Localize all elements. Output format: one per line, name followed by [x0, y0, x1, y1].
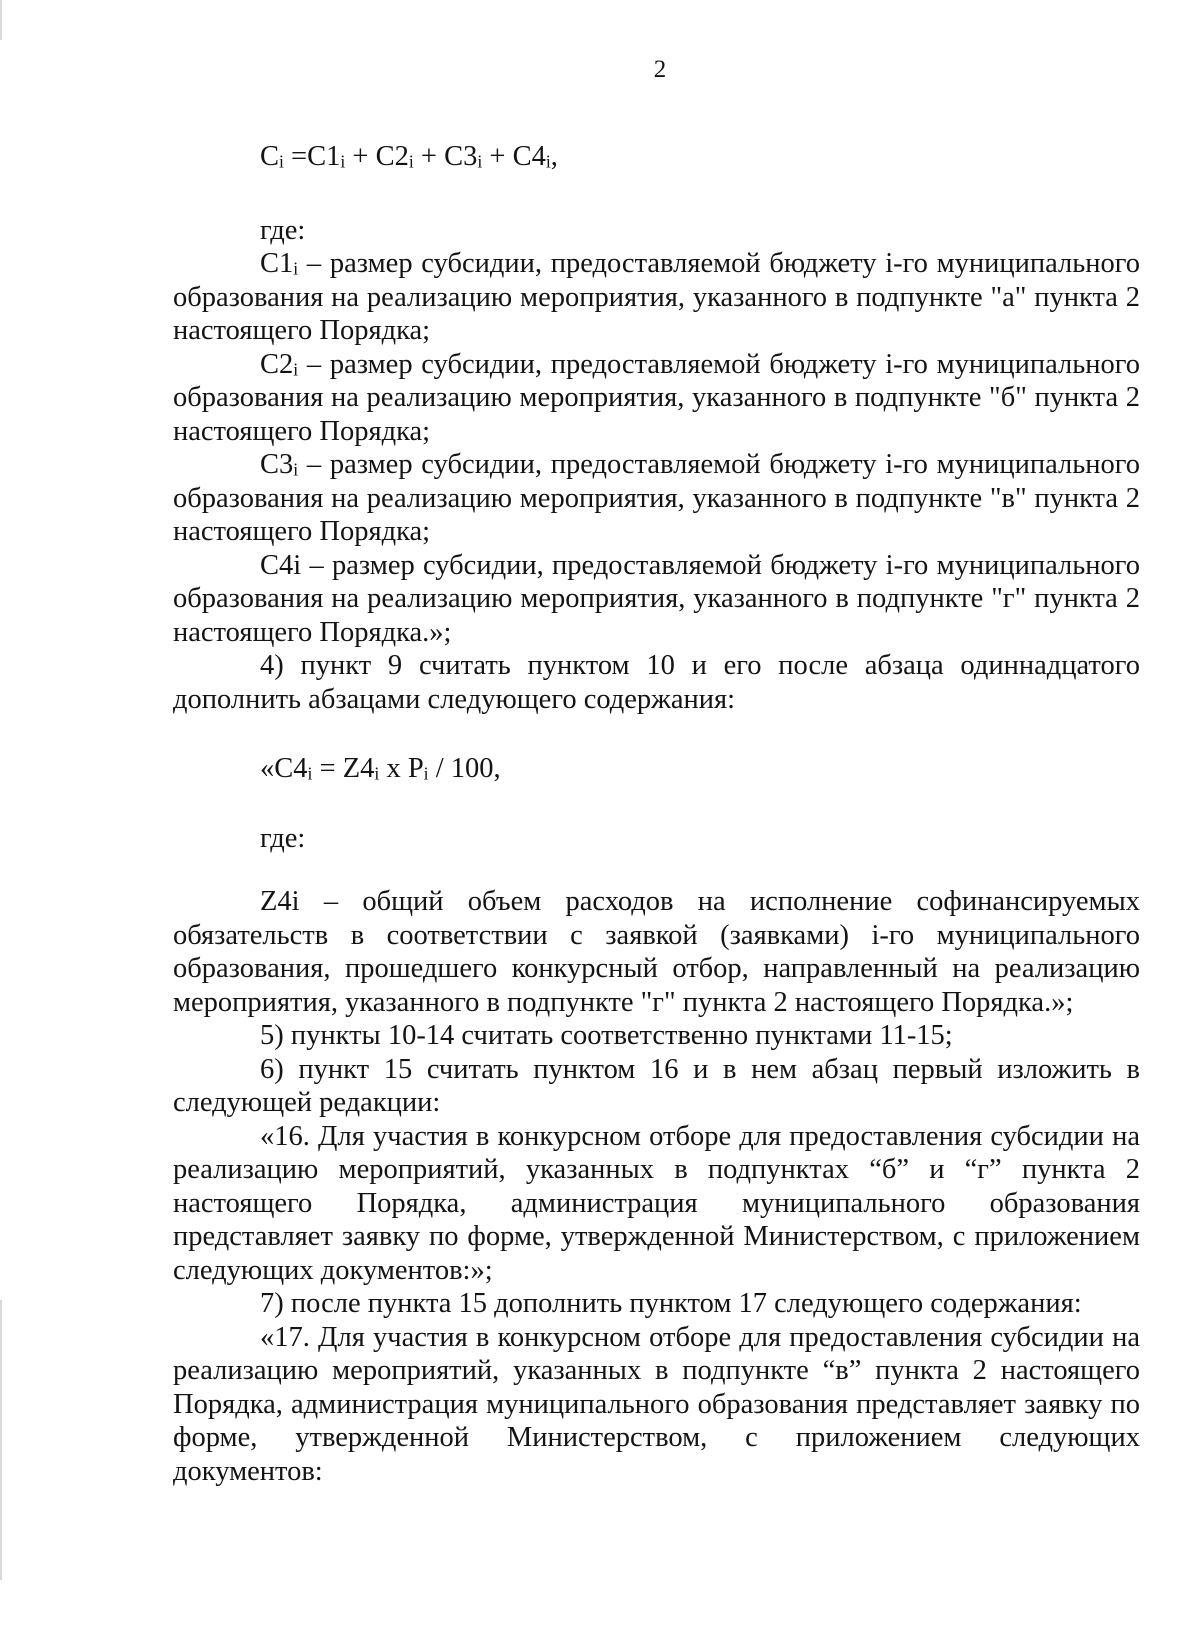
where-label: где: [260, 214, 306, 246]
where-label-2: где: [260, 822, 306, 854]
item-5: 5) пункты 10-14 считать соответственно пунктами 11-15; [260, 1020, 953, 1051]
point-16: «16. Для участия в конкурсном отборе для предоставления субсидии на реализацию мероприятий, указанных в подпунктах “б” и “г” пункта 2 настоящего Порядка, администрация муниципального образования представляет заявку по форме, утвержденной Министерством, с приложением следующих документов:»; [173, 1120, 1140, 1286]
definition-c4: C4i – размер субсидии, предоставляемой бюджету i-го муниципального образования на реализацию мероприятия, указанного в подпункте "г" пункта 2 настоящего Порядка.»; [173, 549, 1140, 648]
item-4: 4) пункт 9 считать пунктом 10 и его после абзаца одиннадцатого дополнить абзацами следующего содержания: [173, 650, 1140, 715]
definition-c2: $C2_i$ – размер субсидии, предоставляемой бюджету i-го муниципального образования на реализацию мероприятия, указанного в подпункте "б" пункта 2 настоящего Порядка; [173, 348, 1140, 447]
formula-c4: «$C4_i = Z4_i$ x $P_i / 100$, [260, 753, 501, 784]
definition-c1: $C1_i$ – размер субсидии, предоставляемой бюджету i-го муниципального образования на реализацию мероприятия, указанного в подпункте "а" пункта 2 настоящего Порядка; [173, 248, 1140, 346]
definition-z4: Z4i – общий объем расходов на исполнение софинансируемых обязательств в соответствии с заявкой (заявками) i-го муниципального образования, прошедшего конкурсный отбор, направленный на реализацию мероприятия, указанного в подпункте "г" пункта 2 настоящего Порядка.»; [173, 886, 1140, 1018]
document-body [173, 140, 1140, 1488]
formula-main: $C_i =C1_i + C2_i + C3_i + C4_i$, [260, 141, 558, 172]
item-6: 6) пункт 15 считать пунктом 16 и в нем абзац первый изложить в следующей редакции: [173, 1053, 1140, 1118]
item-7: 7) после пункта 15 дополнить пунктом 17 следующего содержания: [260, 1288, 1082, 1319]
page-number: 2 [653, 56, 667, 83]
scan-edge-bottom [0, 1300, 2, 1580]
scan-edge-top [0, 0, 2, 40]
definition-c3: $C3_i$ – размер субсидии, предоставляемой бюджету i-го муниципального образования на реализацию мероприятия, указанного в подпункте "в" пункта 2 настоящего Порядка; [173, 449, 1140, 547]
point-17: «17. Для участия в конкурсном отборе для предоставления субсидии на реализацию мероприятий, указанных в подпункте “в” пункта 2 настоящего Порядка, администрация муниципального образования представляет заявку по форме, утвержденной Министерством, с приложением следующих документов: [173, 1321, 1140, 1487]
